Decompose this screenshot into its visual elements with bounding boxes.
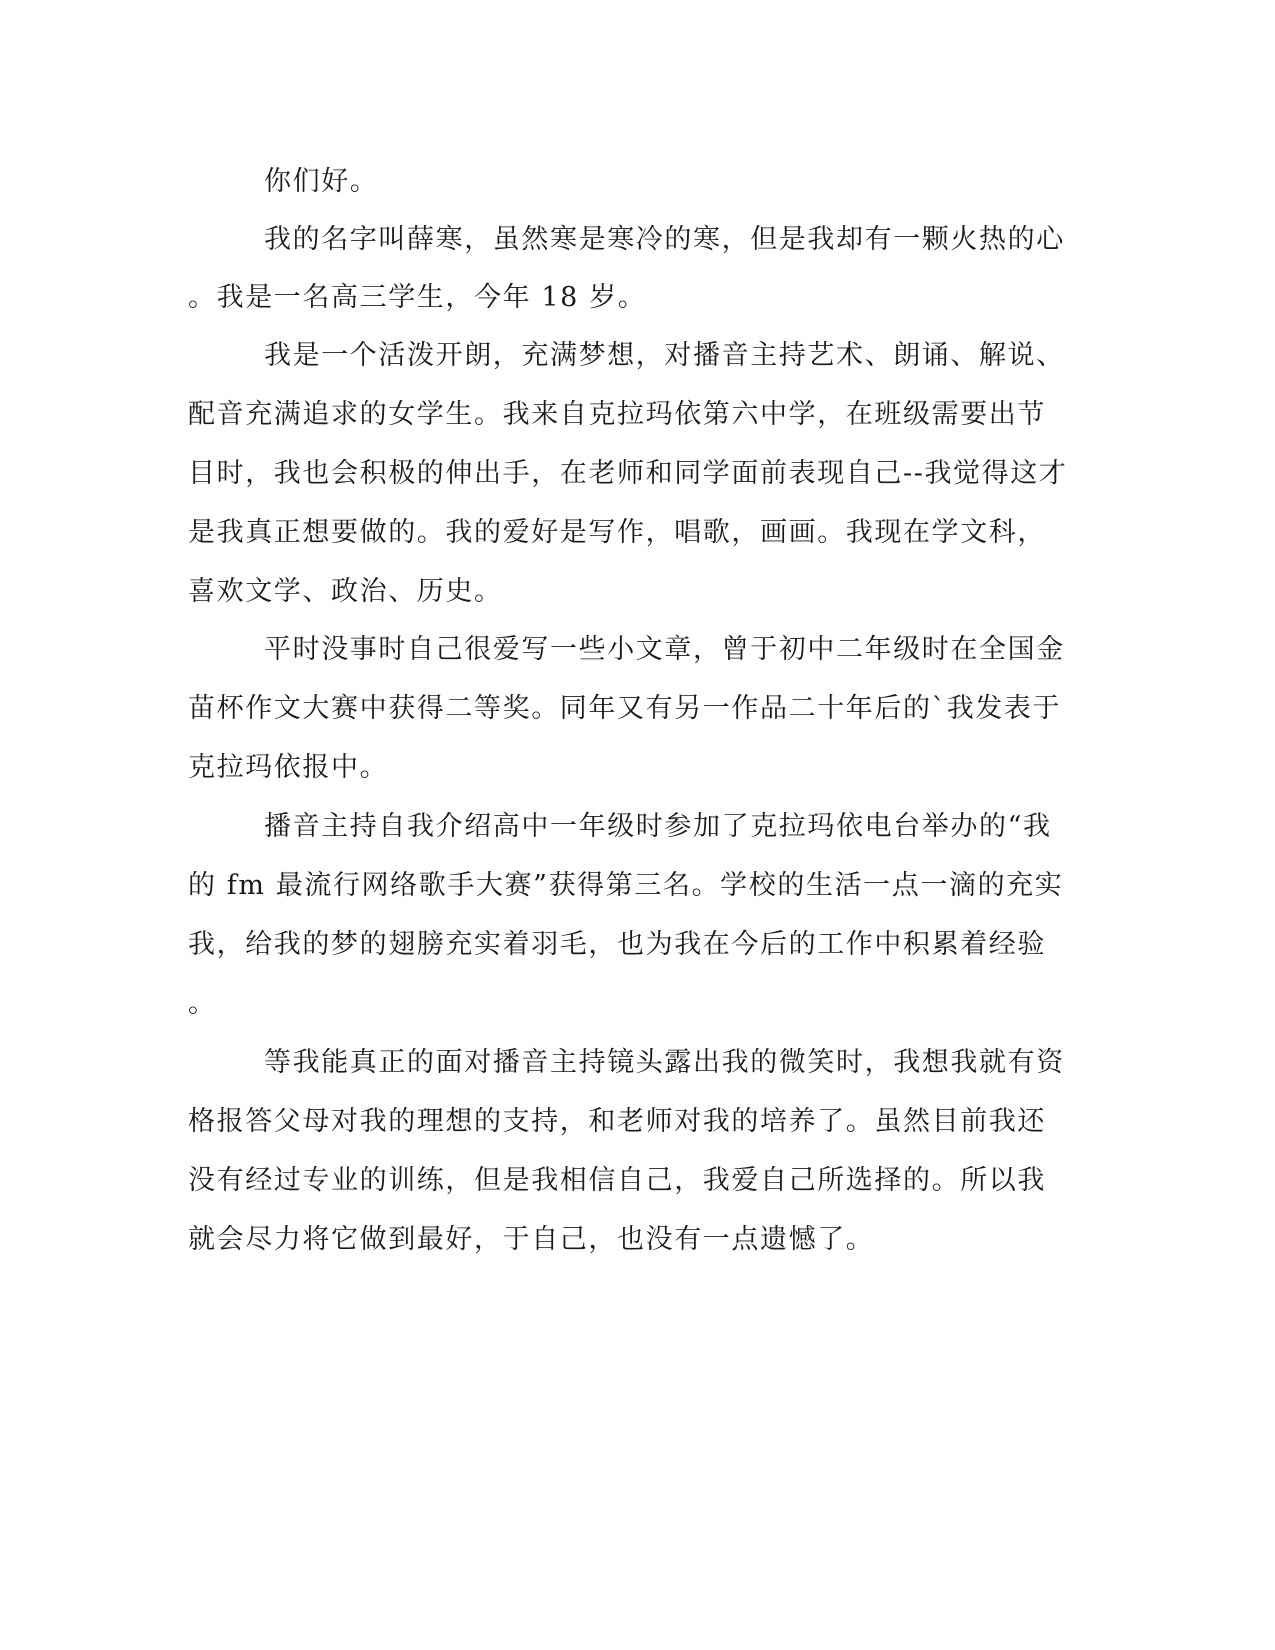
text-line: 克拉玛依报中。 bbox=[188, 752, 389, 783]
text-line: 配音充满追求的女学生。我来自克拉玛依第六中学，在班级需要出节 bbox=[188, 399, 1046, 430]
text-line: 。 bbox=[188, 988, 217, 1019]
text-line: 没有经过专业的训练，但是我相信自己，我爱自己所选择的。所以我 bbox=[188, 1165, 1046, 1196]
text-line: 你们好。 bbox=[264, 166, 379, 197]
text-line: 就会尽力将它做到最好，于自己，也没有一点遗憾了。 bbox=[188, 1224, 875, 1255]
text-line: 是我真正想要做的。我的爱好是写作，唱歌，画画。我现在学文科， bbox=[188, 517, 1046, 548]
text-line: 。我是一名高三学生，今年 18 岁。 bbox=[188, 282, 647, 313]
text-line: 等我能真正的面对播音主持镜头露出我的微笑时，我想我就有资 bbox=[264, 1047, 1065, 1078]
text-line: 格报答父母对我的理想的支持，和老师对我的培养了。虽然目前我还 bbox=[188, 1106, 1046, 1137]
text-line: 苗杯作文大赛中获得二等奖。同年又有另一作品二十年后的`我发表于 bbox=[188, 693, 1062, 724]
text-line: 我的名字叫薛寒，虽然寒是寒冷的寒，但是我却有一颗火热的心 bbox=[264, 224, 1065, 255]
text-line: 我是一个活泼开朗，充满梦想，对播音主持艺术、朗诵、解说、 bbox=[264, 340, 1065, 371]
text-line: 喜欢文学、政治、历史。 bbox=[188, 576, 503, 607]
text-line: 播音主持自我介绍高中一年级时参加了克拉玛依电台举办的“我 bbox=[264, 811, 1052, 842]
text-line: 目时，我也会积极的伸出手，在老师和同学面前表现自己--我觉得这才 bbox=[188, 458, 1068, 489]
text-line: 我，给我的梦的翅膀充实着羽毛，也为我在今后的工作中积累着经验 bbox=[188, 929, 1046, 960]
text-line: 平时没事时自己很爱写一些小文章，曾于初中二年级时在全国金 bbox=[264, 634, 1065, 665]
text-line: 的 fm 最流行网络歌手大赛”获得第三名。学校的生活一点一滴的充实 bbox=[188, 870, 1064, 901]
